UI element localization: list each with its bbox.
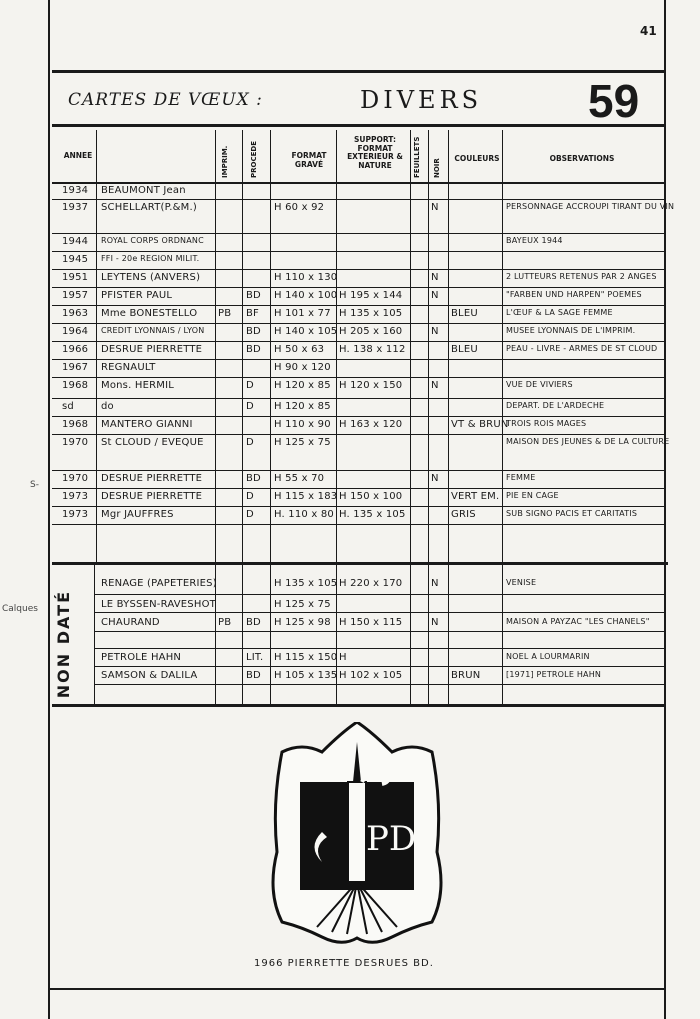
- cell-noir: N: [431, 272, 439, 283]
- cell-support: H. 135 x 105: [339, 509, 406, 520]
- column-line: [448, 130, 449, 704]
- cell-support: H. 138 x 112: [339, 344, 406, 355]
- title-cartes-de-voeux: CARTES DE VŒUX :: [68, 90, 263, 110]
- cell-year: 1951: [62, 272, 89, 283]
- cell-name: SCHELLART(P.&M.): [101, 202, 197, 213]
- cell-year: 1973: [62, 491, 89, 502]
- header-format: FORMAT GRAVÉ: [291, 151, 327, 169]
- column-line: [428, 130, 429, 704]
- cell-couleurs: VERT EM.: [451, 491, 500, 502]
- header-observations: OBSERVATIONS: [549, 154, 615, 163]
- cell-format: H 60 x 92: [274, 202, 325, 213]
- cell-obs: VENISE: [506, 578, 537, 587]
- cell-obs: DEPART. DE L'ARDECHE: [506, 401, 605, 410]
- cell-year: 1963: [62, 308, 89, 319]
- cell-support: H 150 x 100: [339, 491, 403, 502]
- cell-format: H 101 x 77: [274, 308, 331, 319]
- margin-note: Calques: [2, 604, 38, 614]
- cell-name: Mgr JAUFFRES: [101, 509, 174, 520]
- cell-proc: BD: [246, 670, 261, 681]
- cell-proc: D: [246, 401, 254, 412]
- header-feuillets: FEUILLETS: [413, 136, 421, 178]
- cell-obs: VUE DE VIVIERS: [506, 380, 573, 389]
- cell-format: H 115 x 150: [274, 652, 338, 663]
- cell-year: 1957: [62, 290, 89, 301]
- cell-format: H 110 x 130: [274, 272, 338, 283]
- cell-noir: N: [431, 290, 439, 301]
- cell-format: H 90 x 120: [274, 362, 331, 373]
- cell-obs: [1971] PETROLE HAHN: [506, 670, 602, 679]
- cell-proc: BD: [246, 326, 261, 337]
- cell-support: H 150 x 115: [339, 617, 403, 628]
- cell-name: LE BYSSEN-RAVESHOT: [101, 599, 216, 610]
- non-date-label: NON DATÉ: [54, 590, 73, 699]
- column-line: [270, 130, 271, 704]
- cell-year: 1968: [62, 419, 89, 430]
- row-line: [52, 323, 664, 324]
- cell-name: PFISTER PAUL: [101, 290, 173, 301]
- row-line: [52, 341, 664, 342]
- header-couleurs: COULEURS: [454, 154, 500, 163]
- cell-proc: BD: [246, 290, 261, 301]
- cell-year: 1973: [62, 509, 89, 520]
- row-line: [52, 305, 664, 306]
- header-imprim: IMPRIM.: [221, 145, 229, 178]
- title-number: 59: [588, 75, 640, 127]
- header-noir: NOIR: [433, 158, 441, 178]
- column-line: [410, 130, 411, 704]
- cell-obs: BAYEUX 1944: [506, 236, 563, 245]
- cell-obs: TROIS ROIS MAGES: [506, 419, 587, 428]
- cell-couleurs: BLEU: [451, 308, 478, 319]
- cell-couleurs: BLEU: [451, 344, 478, 355]
- cell-name: FFI - 20e REGION MILIT.: [101, 254, 200, 263]
- row-line: [52, 488, 664, 489]
- row-line: [94, 648, 664, 649]
- margin-mark: S-: [30, 480, 39, 490]
- cell-format: H 135 x 105: [274, 578, 338, 589]
- cell-year: 1970: [62, 437, 89, 448]
- cell-noir: N: [431, 617, 439, 628]
- column-line: [336, 130, 337, 704]
- table-bottom-rule: [52, 704, 664, 707]
- emblem-ex-libris: [262, 722, 452, 948]
- cell-name: PETROLE HAHN: [101, 652, 182, 663]
- header-support: SUPPORT: FORMAT EXTERIEUR & NATURE: [347, 135, 403, 170]
- cell-name: REGNAULT: [101, 362, 156, 373]
- cell-proc: LIT.: [246, 652, 264, 663]
- cell-format: H 125 x 75: [274, 437, 331, 448]
- row-line: [52, 182, 664, 183]
- nondate-top-rule: [52, 562, 668, 565]
- cell-name: BEAUMONT Jean: [101, 185, 186, 196]
- row-line: [52, 359, 664, 360]
- title-divers: DIVERS: [360, 86, 483, 114]
- cell-name: St CLOUD / EVEQUE: [101, 437, 204, 448]
- cell-noir: N: [431, 202, 439, 213]
- emblem-caption: 1966 PIERRETTE DESRUES BD.: [254, 958, 434, 969]
- column-line: [242, 130, 243, 704]
- cell-proc: D: [246, 509, 254, 520]
- cell-obs: PERSONNAGE ACCROUPI TIRANT DU VIN: [506, 202, 675, 211]
- cell-name: CREDIT LYONNAIS / LYON: [101, 326, 205, 335]
- cell-year: 1970: [62, 473, 89, 484]
- cell-name: ROYAL CORPS ORDNANC: [101, 236, 204, 245]
- frame-right-border: [664, 0, 666, 1019]
- cell-noir: N: [431, 578, 439, 589]
- cell-proc: BD: [246, 344, 261, 355]
- row-line: [52, 269, 664, 270]
- row-line: [52, 470, 664, 471]
- cell-year: 1945: [62, 254, 89, 265]
- title-top-rule: [52, 70, 664, 73]
- cell-couleurs: BRUN: [451, 670, 481, 681]
- cell-noir: N: [431, 473, 439, 484]
- cell-couleurs: VT & BRUN: [451, 419, 509, 430]
- cell-proc: D: [246, 491, 254, 502]
- column-line: [215, 130, 216, 704]
- cell-name: LEYTENS (ANVERS): [101, 272, 201, 283]
- cell-obs: L'ŒUF & LA SAGE FEMME: [506, 308, 613, 317]
- cell-format: H 125 x 75: [274, 599, 331, 610]
- title-bottom-rule: [52, 124, 664, 127]
- row-line: [52, 377, 664, 378]
- column-line: [96, 130, 97, 562]
- row-line: [52, 416, 664, 417]
- cell-year: sd: [62, 401, 74, 412]
- frame-bottom-border: [48, 988, 666, 990]
- row-line: [52, 233, 664, 234]
- cell-proc: D: [246, 380, 254, 391]
- row-line: [94, 666, 664, 667]
- cell-couleurs: GRIS: [451, 509, 476, 520]
- cell-format: H 115 x 183: [274, 491, 338, 502]
- cell-proc: D: [246, 437, 254, 448]
- row-line: [94, 612, 664, 613]
- cell-support: H 163 x 120: [339, 419, 403, 430]
- cell-obs: MAISON A PAYZAC "LES CHANELS": [506, 617, 650, 626]
- cell-obs: "FARBEN UND HARPEN" POEMES: [506, 290, 642, 299]
- header-annee: ANNEE: [63, 151, 93, 160]
- cell-noir: N: [431, 380, 439, 391]
- cell-year: 1944: [62, 236, 89, 247]
- cell-noir: N: [431, 326, 439, 337]
- cell-format: H 110 x 90: [274, 419, 331, 430]
- row-line: [52, 434, 664, 435]
- cell-name: DESRUE PIERRETTE: [101, 473, 203, 484]
- cell-name: CHAURAND: [101, 617, 160, 628]
- cell-imprim: PB: [218, 617, 232, 628]
- cell-support: H 205 x 160: [339, 326, 403, 337]
- row-line: [94, 631, 664, 632]
- cell-support: H: [339, 652, 347, 663]
- cell-name: Mons. HERMIL: [101, 380, 174, 391]
- cell-obs: SUB SIGNO PACIS ET CARITATIS: [506, 509, 638, 518]
- cell-obs: 2 LUTTEURS RETENUS PAR 2 ANGES: [506, 272, 657, 281]
- cell-year: 1967: [62, 362, 89, 373]
- cell-obs: MUSEE LYONNAIS DE L'IMPRIM.: [506, 326, 636, 335]
- cell-year: 1966: [62, 344, 89, 355]
- cell-support: H 195 x 144: [339, 290, 403, 301]
- cell-proc: BD: [246, 473, 261, 484]
- row-line: [52, 506, 664, 507]
- row-line: [94, 594, 664, 595]
- row-line: [94, 684, 664, 685]
- cell-obs: NOEL A LOURMARIN: [506, 652, 590, 661]
- row-line: [52, 524, 664, 525]
- row-line: [52, 251, 664, 252]
- cell-name: RENAGE (PAPETERIES): [101, 578, 217, 589]
- row-line: [52, 199, 664, 200]
- cell-format: H 50 x 63: [274, 344, 325, 355]
- cell-proc: BF: [246, 308, 260, 319]
- cell-support: H 102 x 105: [339, 670, 403, 681]
- cell-name: MANTERO GIANNI: [101, 419, 193, 430]
- cell-name: Mme BONESTELLO: [101, 308, 198, 319]
- cell-support: H 135 x 105: [339, 308, 403, 319]
- cell-proc: BD: [246, 617, 261, 628]
- cell-year: 1968: [62, 380, 89, 391]
- cell-format: H 55 x 70: [274, 473, 325, 484]
- cell-support: H 220 x 170: [339, 578, 403, 589]
- column-line: [502, 130, 503, 704]
- cell-year: 1964: [62, 326, 89, 337]
- cell-format: H 140 x 100: [274, 290, 338, 301]
- emblem-letters: PD: [366, 819, 417, 859]
- cell-obs: FEMME: [506, 473, 536, 482]
- cell-format: H 140 x 105: [274, 326, 338, 337]
- header-procede: PROCEDE: [250, 141, 258, 178]
- cell-name: DESRUE PIERRETTE: [101, 344, 203, 355]
- cell-format: H. 110 x 80: [274, 509, 334, 520]
- cell-name: SAMSON & DALILA: [101, 670, 198, 681]
- cell-name: do: [101, 401, 114, 412]
- cell-format: H 120 x 85: [274, 401, 331, 412]
- cell-support: H 120 x 150: [339, 380, 403, 391]
- cell-format: H 125 x 98: [274, 617, 331, 628]
- cell-obs: PEAU - LIVRE - ARMES DE ST CLOUD: [506, 344, 658, 353]
- cell-year: 1934: [62, 185, 89, 196]
- cell-obs: PIE EN CAGE: [506, 491, 559, 500]
- row-line: [52, 398, 664, 399]
- cell-format: H 105 x 135: [274, 670, 338, 681]
- cell-year: 1937: [62, 202, 89, 213]
- cell-obs: MAISON DES JEUNES & DE LA CULTURE: [506, 437, 670, 446]
- frame-left-border: [48, 0, 50, 1019]
- row-line: [52, 287, 664, 288]
- cell-format: H 120 x 85: [274, 380, 331, 391]
- cell-name: DESRUE PIERRETTE: [101, 491, 203, 502]
- cell-imprim: PB: [218, 308, 232, 319]
- page-number: 41: [640, 24, 657, 38]
